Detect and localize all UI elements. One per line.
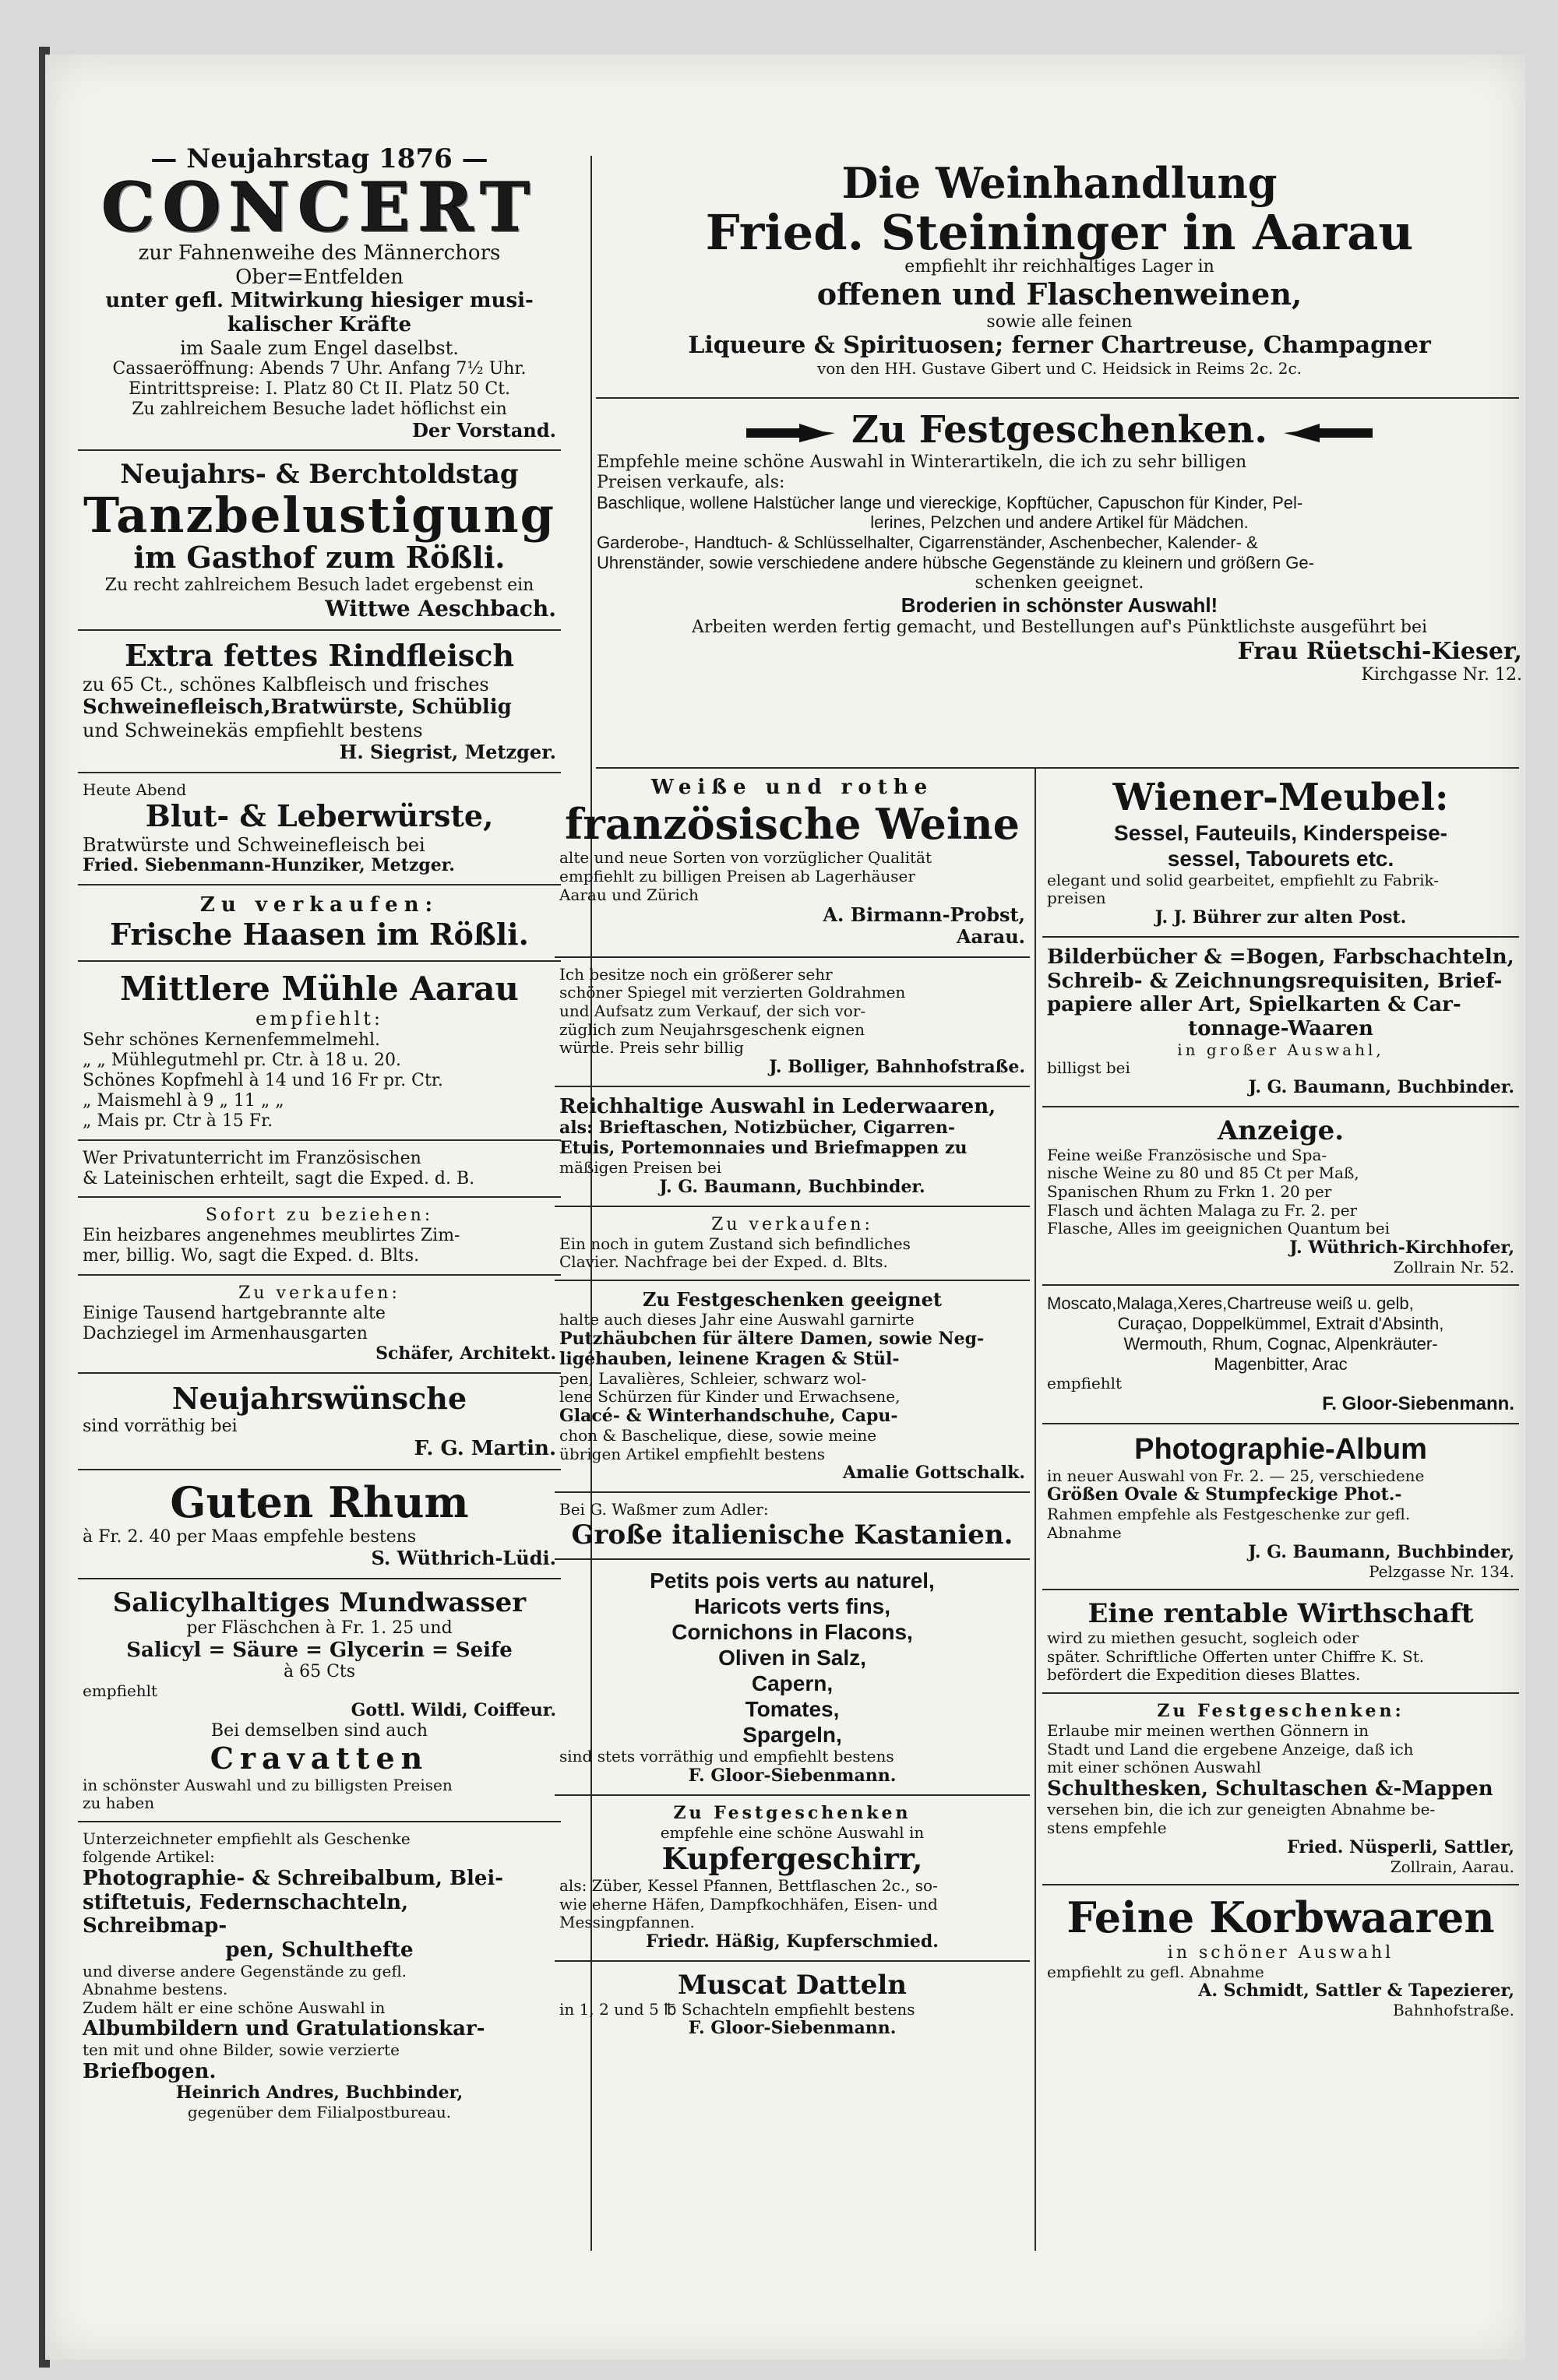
bilder-signature: J. G. Baumann, Buchbinder. [1248,1076,1514,1097]
kupfer-line: Messingpfannen. [559,1913,695,1932]
korb-signature: A. Schmidt, Sattler & Tapezierer, [1198,1980,1514,2002]
pointing-hand-right-icon [745,421,838,445]
divider [78,1469,561,1470]
concert-ad [78,140,561,445]
fest-ad [592,405,1527,688]
putz-signature: Amalie Gottschalk. [842,1463,1025,1484]
weine-title: französische Weine [565,798,1020,849]
fest-line: Broderien in schönster Auswahl! [901,593,1218,618]
kupfer-signature: Friedr. Häßig, Kupferschmied. [646,1931,939,1952]
wuensche-ad [78,1378,561,1463]
putz-line: Putzhäubchen für ältere Damen, sowie Neg- [559,1328,985,1349]
dach-heading: Zu verkaufen: [238,1283,400,1304]
fest-line: Arbeiten werden fertig gemacht, und Bestellungen auf's Pünktlichste ausgeführt bei [691,617,1428,637]
mundwasser-line: per Fläschchen à Fr. 1. 25 und [186,1618,453,1638]
schul-heading: Zu Festgeschenken: [1157,1701,1405,1721]
andres-ad [78,1827,561,2125]
kastanien-line: Bei G. Waßmer zum Adler: [559,1500,769,1519]
fest-signature-2: Kirchgasse Nr. 12. [1361,665,1522,685]
column-rule-2 [1035,767,1036,2251]
tanz-ad [78,456,561,625]
andres-line: Abnahme bestens. [83,1980,228,1999]
muehle-line: „ „ Mühlegutmehl pr. Ctr. à 18 u. 20. [83,1050,402,1070]
wirth-line: wird zu miethen gesucht, sogleich oder [1047,1628,1359,1648]
weine-signature-2: Aarau. [956,925,1025,949]
blut-title: Blut- & Leberwürste, [145,798,494,834]
anzeige-line: Flasch und ächten Malaga zu Fr. 2. per [1047,1200,1358,1220]
mundwasser-signature: Gottl. Wildi, Coiffeur. [351,1699,556,1720]
wuensche-title: Neujahrswünsche [171,1381,467,1417]
concert-line: kalischer Kräfte [227,313,412,337]
anzeige-title: Anzeige. [1217,1114,1345,1146]
rind-line: und Schweinekäs empfiehlt bestens [83,720,423,742]
divider [78,772,561,773]
mundwasser-title: Salicylhaltiges Mundwasser [112,1586,527,1618]
schul-line: stens empfehle [1047,1818,1167,1837]
column-1 [78,140,561,2125]
zimmer-ad [78,1202,561,1269]
putz-line: übrigen Artikel empfiehlt bestens [559,1444,826,1463]
spiegel-line: würde. Preis sehr billig [559,1038,744,1058]
weine-line: empfiehlt zu billigen Preisen ab Lagerhäuser [559,866,915,885]
wirth-line: befördert die Expedition dieses Blattes. [1047,1665,1361,1685]
album-line: Abnahme [1047,1523,1122,1542]
anzeige-signature: J. Wüthrich-Kirchhofer, [1289,1237,1514,1258]
putz-line: ligéhauben, leinene Kragen & Stül- [559,1348,900,1369]
leder-signature: J. G. Baumann, Buchbinder. [659,1176,925,1197]
weine-ad [555,773,1030,952]
muehle-line: „ Maismehl à 9 „ 11 „ „ [83,1090,284,1111]
concert-signature: Der Vorstand. [412,418,556,442]
wirth-title: Eine rentable Wirthschaft [1087,1598,1474,1630]
wein-title-1: Die Weinhandlung [841,158,1278,208]
andres-line: Photographie- & Schreibalbum, Blei- [83,1866,504,1890]
kupfer-title: Kupfergeschirr, [661,1841,923,1877]
schul-line: versehen bin, die ich zur geneigten Abnahme be- [1047,1800,1436,1819]
weine-signature: A. Birmann-Probst, [823,903,1025,927]
andres-line: Unterzeichneter empfiehlt als Geschenke [83,1829,411,1848]
klavier-heading: Zu verkaufen: [711,1214,873,1234]
concert-line: Ober=Entfelden [235,265,404,289]
album-line: Rahmen empfehle als Festgeschenke zur gefl. [1047,1505,1411,1524]
divider [1042,1884,1519,1885]
andres-line: Albumbildern und Gratulationskar- [83,2017,485,2041]
moscato-signature: F. Gloor-Siebenmann. [1322,1392,1514,1414]
top-wide-rule-1 [596,397,1519,399]
moscato-line: Wermouth, Rhum, Cognac, Alpenkräuter- [1123,1334,1438,1354]
moscato-line: Moscato,Malaga,Xeres,Chartreuse weiß u. gelb, [1047,1294,1414,1314]
petits-line: sind stets vorräthig und empfiehlt bestens [559,1747,894,1766]
privat-ad [78,1146,561,1192]
cravatten-title: Cravatten [210,1740,429,1776]
anzeige-line: Flasche, Alles im geeignichen Quantum bei [1047,1219,1390,1238]
korb-line: empfiehlt zu gefl. Abnahme [1047,1962,1264,1981]
divider [78,1578,561,1579]
muehle-line: Sehr schönes Kernenfemmelmehl. [83,1030,381,1050]
top-wide-rule-2 [596,767,1519,769]
moscato-line: Magenbitter, Arac [1214,1354,1348,1375]
leder-line: als: Brieftaschen, Notizbücher, Cigarren- [559,1118,955,1139]
fest-line: Garderobe-, Handtuch- & Schlüsselhalter, Cigarrenständer, Aschenbecher, Kalender- & [597,533,1258,553]
moebel-title: Wiener-Meubel: [1112,776,1449,819]
schul-signature-2: Zollrain, Aarau. [1390,1857,1514,1876]
fest-line: Baschlique, wollene Halstücher lange und viereckige, Kopftücher, Capuschon für Kinder, Pel- [597,492,1303,512]
wein-line: von den HH. Gustave Gibert und C. Heidsick in Reims 2c. 2c. [816,358,1302,378]
wein-line: sowie alle feinen [986,312,1133,332]
bilder-line: in großer Auswahl, [1177,1040,1384,1059]
moebel-ad [1042,773,1519,931]
concert-date: — Neujahrstag 1876 — [150,143,488,174]
kastanien-ad [555,1498,1030,1554]
schul-line: Schulthesken, Schultaschen &-Mappen [1047,1776,1493,1801]
concert-line: unter gefl. Mitwirkung hiesiger musi- [105,289,534,313]
petits-ad [555,1565,1030,1790]
zimmer-line: Ein heizbares angenehmes meublirtes Zim- [83,1226,460,1246]
tanz-heading: Neujahrs- & Berchtoldstag [120,459,519,491]
divider [78,960,561,962]
divider [78,884,561,885]
rhum-title: Guten Rhum [170,1477,469,1527]
concert-line: Zu zahlreichem Besuche ladet höflichst ein [132,400,507,420]
kupfer-line: als: Züber, Kessel Pfannen, Bettflaschen 2c., so- [559,1875,938,1895]
bilder-line: Bilderbücher & =Bogen, Farbschachteln, [1047,945,1514,969]
divider [555,1960,1030,1962]
leder-line: mäßigen Preisen bei [559,1158,722,1178]
kupfer-heading: Zu Festgeschenken [673,1802,911,1823]
divider [78,449,561,451]
anzeige-signature-2: Zollrain Nr. 52. [1393,1257,1514,1276]
fest-line: schenken geeignet. [975,573,1144,593]
datteln-line: in 1, 2 und 5 ℔ Schachteln empfiehlt bestens [559,1999,915,2019]
concert-title: CONCERT [101,168,538,248]
petits-line: Capern, [751,1671,834,1695]
andres-line: ten mit und ohne Bilder, sowie verzierte [83,2040,400,2060]
spiegel-line: und Aufsatz zum Verkauf, der sich vor- [559,1001,866,1020]
putz-line: chon & Baschelique, diese, sowie meine [559,1425,877,1445]
dach-ad [78,1280,561,1368]
mundwasser-ad [78,1584,561,1816]
tanz-line: im Gasthof zum Rößli. [133,540,506,576]
mundwasser-line: Bei demselben sind auch [210,1720,428,1741]
petits-line: Tomates, [745,1696,840,1721]
divider [78,1196,561,1198]
schul-ad [1042,1699,1519,1879]
wein-title-2: Fried. Steininger in Aarau [705,203,1414,261]
tanz-title: Tanzbelustigung [83,487,556,544]
tanz-line: Zu recht zahlreichem Besuch ladet ergebenst ein [104,576,534,596]
fest-line: Uhrenständer, sowie verschiedene andere hübsche Gegenstände zu kleinern und größern Ge- [597,553,1314,573]
divider [78,1821,561,1822]
concert-line: im Saale zum Engel daselbst. [180,336,459,359]
spiegel-signature: J. Bolliger, Bahnhofstraße. [769,1056,1025,1077]
album-signature-2: Pelzgasse Nr. 134. [1369,1561,1514,1581]
album-title: Photographie-Album [1134,1433,1427,1466]
korb-ad [1042,1890,1519,2023]
wuensche-line: sind vorräthig bei [83,1416,238,1436]
mundwasser-line: Salicyl = Säure = Glycerin = Seife [126,1638,513,1662]
dach-line: Einige Tausend hartgebrannte alte [83,1304,386,1324]
spiegel-line: schöner Spiegel mit verzierten Goldrahmen [559,983,906,1002]
moebel-line: elegant und solid gearbeitet, empfiehlt zu Fabrik- [1047,870,1439,889]
kupfer-line: wie eherne Häfen, Dampfkochhäfen, Eisen- und [559,1894,938,1914]
divider [1042,1106,1519,1107]
putz-line: pen, Lavalières, Schleier, schwarz wol- [559,1368,867,1388]
spiegel-ad [555,963,1030,1081]
pointing-hand-left-icon [1281,421,1374,445]
kupfer-line: empfehle eine schöne Auswahl in [660,1822,925,1842]
moebel-line: Sessel, Fauteuils, Kinderspeise- [1114,820,1447,845]
divider [78,1372,561,1374]
moscato-line: Curaçao, Doppelkümmel, Extrait d'Absinth, [1117,1314,1444,1334]
fest-line: Preisen verkaufe, als: [597,472,785,492]
privat-line: & Lateinischen erhteilt, sagt die Exped. d. B. [83,1168,475,1188]
weine-heading: Weiße und rothe [650,776,934,799]
wein-line: empfiehlt ihr reichhaltiges Lager in [904,256,1214,276]
klavier-ad [555,1212,1030,1275]
rind-title: Extra fettes Rindfleisch [124,638,515,674]
rind-ad [78,635,561,766]
weine-line: Aarau und Zürich [559,885,699,904]
muehle-sub: empfiehlt: [256,1008,383,1030]
andres-line: stiftetuis, Federnschachteln, Schreibmap- [83,1890,409,1938]
anzeige-line: nische Weine zu 80 und 85 Ct per Maß, [1047,1164,1359,1183]
column-3 [1042,773,1519,2023]
divider [1042,1423,1519,1424]
fest-line: Empfehle meine schöne Auswahl in Winterartikeln, die ich zu sehr billigen [597,452,1247,472]
putz-line: Glacé- & Winterhandschuhe, Capu- [559,1405,898,1426]
schul-line: Erlaube mir meinen werthen Gönnern in [1047,1720,1369,1740]
fest-title [597,408,1522,452]
haasen-ad [78,890,561,956]
weine-line: alte und neue Sorten von vorzüglicher Qualität [559,848,932,868]
leder-line: Reichhaltige Auswahl in Lederwaaren, [559,1094,996,1118]
schul-line: mit einer schönen Auswahl [1047,1758,1261,1777]
klavier-line: Clavier. Nachfrage bei der Exped. d. Blts. [559,1252,888,1272]
divider [1042,1284,1519,1286]
mundwasser-line: in schönster Auswahl und zu billigsten Preisen [83,1775,453,1794]
moebel-signature: J. J. Bührer zur alten Post. [1154,907,1407,928]
album-signature: J. G. Baumann, Buchbinder, [1248,1541,1514,1562]
leder-line: Etuis, Portemonnaies und Briefmappen zu [559,1138,968,1159]
fest-line: lerines, Pelzchen und andere Artikel für Mädchen. [870,512,1249,533]
klavier-line: Ein noch in gutem Zustand sich befindliches [559,1234,911,1253]
blut-signature: Fried. Siebenmann-Hunziker, Metzger. [83,855,455,876]
wuensche-signature: F. G. Martin. [414,1436,556,1460]
rhum-ad [78,1475,561,1573]
muehle-title: Mittlere Mühle Aarau [120,969,519,1008]
blut-line: Bratwürste und Schweinefleisch bei [83,834,425,857]
divider [1042,1589,1519,1590]
blut-line: Heute Abend [83,780,187,799]
bilder-ad [1042,942,1519,1101]
privat-line: Wer Privatunterricht im Französischen [83,1148,421,1168]
album-line: Größen Ovale & Stumpfeckige Phot.- [1047,1484,1402,1505]
kastanien-title: Große italienische Kastanien. [571,1519,1013,1551]
putz-ad [555,1286,1030,1487]
muehle-line: „ Mais pr. Ctr à 15 Fr. [83,1111,273,1131]
spiegel-line: Ich besitze noch ein größerer sehr [559,964,833,984]
putz-heading: Zu Festgeschenken geeignet [643,1287,942,1311]
moebel-line: preisen [1047,889,1106,908]
petits-signature: F. Gloor-Siebenmann. [688,1765,897,1786]
andres-line: folgende Artikel: [83,1847,215,1867]
divider [1042,1692,1519,1694]
andres-line: Zudem hält er eine schöne Auswahl in [83,1998,386,2017]
andres-signature: Heinrich Andres, Buchbinder, [175,2082,464,2104]
divider [555,1794,1030,1796]
kupfer-ad [555,1801,1030,1956]
schul-signature: Fried. Nüsperli, Sattler, [1287,1836,1514,1857]
haasen-heading: Zu verkaufen: [199,893,439,917]
andres-line: und diverse andere Gegenstände zu gefl. [83,1961,407,1980]
leder-ad [555,1092,1030,1201]
spiegel-line: züglich zum Neujahrsgeschenk eignen [559,1019,865,1039]
wein-line: offenen und Flaschenweinen, [816,276,1302,312]
wirth-ad [1042,1595,1519,1688]
column-2 [555,773,1030,2042]
divider [555,1491,1030,1493]
bilder-line: Schreib- & Zeichnungsrequisiten, Brief- [1047,969,1503,993]
zimmer-heading: Sofort zu beziehen: [205,1206,434,1226]
divider [555,1086,1030,1087]
haasen-title: Frische Haasen im Rößli. [110,917,529,952]
divider [555,1206,1030,1207]
moscato-ad [1042,1290,1519,1418]
dach-line: Dachziegel im Armenhausgarten [83,1324,368,1344]
rind-line: zu 65 Ct., schönes Kalbfleisch und frisches [83,674,489,696]
divider [1042,936,1519,938]
mundwasser-line: à 65 Cts [283,1662,356,1682]
fest-signature: Frau Rüetschi-Kieser, [1237,637,1522,665]
rhum-signature: S. Wüthrich-Lüdi. [371,1547,556,1570]
schul-line: Stadt und Land die ergebene Anzeige, daß ich [1047,1739,1414,1759]
petits-line: Oliven in Salz, [718,1645,866,1670]
divider [78,629,561,631]
dach-signature: Schäfer, Architekt. [375,1343,556,1364]
korb-title: Feine Korbwaaren [1066,1892,1495,1943]
blut-ad [78,778,561,880]
rhum-line: à Fr. 2. 40 per Maas empfehle bestens [83,1527,417,1547]
datteln-signature: F. Gloor-Siebenmann. [688,2018,897,2039]
putz-line: lene Schürzen für Kinder und Erwachsene, [559,1387,901,1407]
korb-line: in schöner Auswahl [1167,1942,1394,1963]
bilder-line: papiere aller Art, Spielkarten & Car- [1047,993,1461,1017]
fest-title-text: Zu Festgeschenken. [851,408,1267,452]
datteln-ad [555,1966,1030,2043]
bilder-line: tonnage-Waaren [1188,1016,1373,1040]
petits-line: Spargeln, [742,1722,842,1747]
moebel-line: sessel, Tabourets etc. [1167,846,1394,871]
andres-signature-2: gegenüber dem Filialpostbureau. [187,2103,452,2122]
moscato-line: empfiehlt [1047,1374,1123,1393]
putz-line: halte auch dieses Jahr eine Auswahl garnirte [559,1310,915,1329]
muehle-line: Schönes Kopfmehl à 14 und 16 Fr pr. Ctr. [83,1070,443,1090]
andres-line: pen, Schulthefte [225,1938,414,1962]
rind-line: Schweinefleisch,Bratwürste, Schüblig [83,695,512,720]
korb-signature-2: Bahnhofstraße. [1392,2001,1514,2020]
wirth-line: später. Schriftliche Offerten unter Chiffre K. St. [1047,1646,1425,1666]
anzeige-ad [1042,1112,1519,1280]
datteln-title: Muscat Datteln [678,1969,907,2001]
concert-line: zur Fahnenweihe des Männerchors [138,241,501,266]
concert-line: Cassaeröffnung: Abends 7 Uhr. Anfang 7½ Uhr. [112,359,527,379]
mundwasser-line: empfiehlt [83,1681,158,1701]
tanz-signature: Wittwe Aeschbach. [325,596,556,622]
divider [555,1280,1030,1281]
mundwasser-line: zu haben [83,1794,155,1813]
wein-ad [592,156,1527,381]
zimmer-line: mer, billig. Wo, sagt die Exped. d. Blts. [83,1246,420,1266]
divider [78,1139,561,1141]
divider [555,956,1030,958]
album-line: in neuer Auswahl von Fr. 2. — 25, verschiedene [1047,1466,1425,1485]
petits-line: Petits pois verts au naturel, [650,1568,935,1593]
album-ad [1042,1429,1519,1584]
anzeige-line: Spanischen Rhum zu Frkn 1. 20 per [1047,1181,1332,1201]
wein-line: Liqueure & Spirituosen; ferner Chartreuse, Champagner [688,332,1431,360]
andres-line: Briefbogen. [83,2059,217,2083]
divider [78,1274,561,1276]
muehle-ad [78,966,561,1135]
bilder-line: billigst bei [1047,1058,1130,1078]
divider [555,1558,1030,1560]
rind-signature: H. Siegrist, Metzger. [339,741,556,764]
petits-line: Cornichons in Flacons, [671,1619,913,1644]
anzeige-line: Feine weiße Französische und Spa- [1047,1145,1327,1164]
concert-line: Eintrittspreise: I. Platz 80 Ct II. Platz 50 Ct. [128,379,511,400]
petits-line: Haricots verts fins, [693,1593,891,1618]
